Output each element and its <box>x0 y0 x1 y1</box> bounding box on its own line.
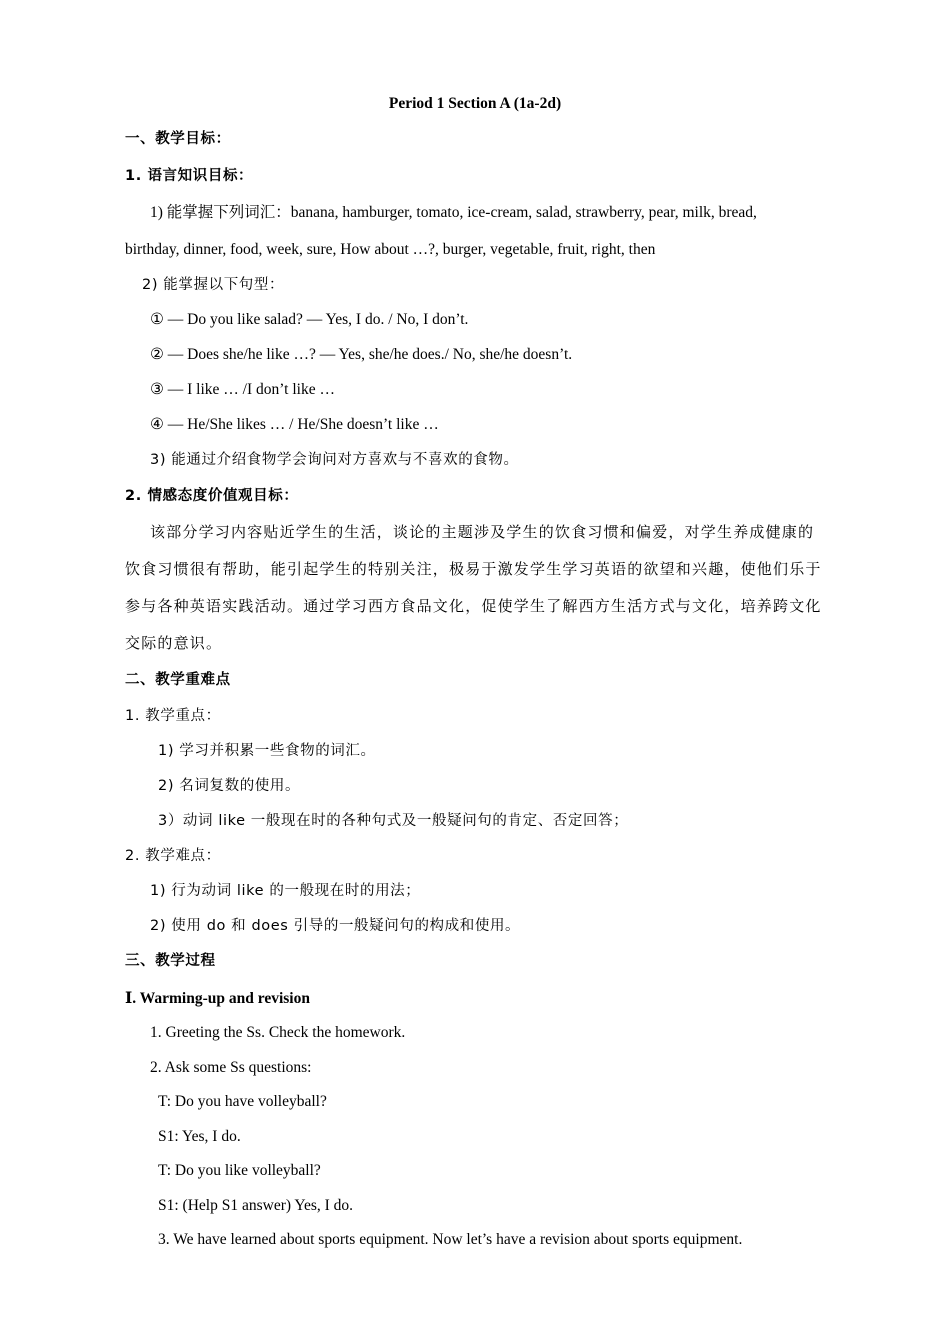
vocab-line-2: birthday, dinner, food, week, sure, How about …?, burger, vegetable, fruit, right, then <box>125 241 656 258</box>
warmup-heading: Ⅰ. Warming-up and revision <box>125 990 310 1007</box>
dialogue-line: T: Do you have volleyball? <box>158 1093 327 1110</box>
emotion-text: 该部分学习内容贴近学生的生活，谈论的主题涉及学生的饮食习惯和偏爱，对学生养成健康的饮食习惯很有帮助，能引起学生的特别关注，极易于激发学生学习英语的欲望和兴趣，使他们乐于参与各种英语实践活动。通过学习西方食品文化，促使学生了解西方生活方式与文化，培养跨文化交际的意识。 <box>125 523 822 652</box>
vocab-line-1: 1) 能掌握下列词汇：banana, hamburger, tomato, ice-cream, salad, strawberry, pear, milk, bread, <box>150 204 757 221</box>
difficulty-item: 2) 使用 do 和 does 引导的一般疑问句的构成和使用。 <box>150 918 521 934</box>
emotion-heading: 2. 情感态度价值观目标： <box>125 488 299 504</box>
page-title: Period 1 Section A (1a-2d) <box>388 95 562 112</box>
warmup-item: 3. We have learned about sports equipment. Now let’s have a revision about sports equipment. <box>158 1231 743 1248</box>
sentence-item: ④ — He/She likes … / He/She doesn’t like … <box>150 416 439 433</box>
dialogue-line: S1: (Help S1 answer) Yes, I do. <box>158 1197 354 1214</box>
language-goal-heading: 1. 语言知识目标： <box>125 168 254 184</box>
warmup-item: 1. Greeting the Ss. Check the homework. <box>150 1024 406 1041</box>
dialogue-line: T: Do you like volleyball? <box>158 1162 321 1179</box>
dialogue-line: S1: Yes, I do. <box>158 1128 241 1145</box>
sentence-item: ② — Does she/he like …? — Yes, she/he does./ No, she/he doesn’t. <box>150 346 573 363</box>
goals-heading: 一、教学目标： <box>125 131 231 147</box>
key-heading: 二、教学重难点 <box>125 672 231 688</box>
sentence-item: ③ — I like … /I don’t like … <box>150 381 335 398</box>
emotion-paragraph <box>125 514 827 662</box>
focus-item: 3）动词 like 一般现在时的各种句式及一般疑问句的肯定、否定回答； <box>158 813 629 829</box>
focus-item: 2) 名词复数的使用。 <box>158 778 301 794</box>
sentence-heading: 2) 能掌握以下句型： <box>142 277 285 293</box>
sentence-item: ① — Do you like salad? — Yes, I do. / No, I don’t. <box>150 311 469 328</box>
focus-heading: 1. 教学重点： <box>125 708 221 724</box>
warmup-item: 2. Ask some Ss questions: <box>150 1059 312 1076</box>
process-heading: 三、教学过程 <box>125 953 216 969</box>
goal-3: 3) 能通过介绍食物学会询问对方喜欢与不喜欢的食物。 <box>150 452 519 468</box>
difficulty-item: 1) 行为动词 like 的一般现在时的用法； <box>150 883 421 899</box>
difficulty-heading: 2. 教学难点： <box>125 848 221 864</box>
focus-item: 1) 学习并积累一些食物的词汇。 <box>158 743 376 759</box>
